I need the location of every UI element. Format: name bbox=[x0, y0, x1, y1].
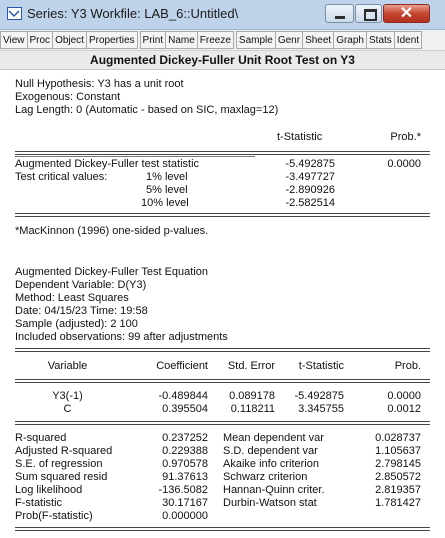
observations-info: Included observations: 99 after adjustments bbox=[15, 331, 228, 343]
stat-value: 1.105637 bbox=[375, 445, 421, 457]
stat-label: Akaike info criterion bbox=[223, 458, 319, 470]
coef-tstat: 3.345755 bbox=[298, 403, 344, 415]
stat-label: Hannan-Quinn criter. bbox=[223, 484, 325, 496]
stat-label: F-statistic bbox=[15, 497, 63, 509]
close-icon: ✕ bbox=[399, 5, 414, 22]
stat-label: R-squared bbox=[15, 432, 67, 444]
lag-length-info: Lag Length: 0 (Automatic - based on SIC, maxlag=12) bbox=[15, 104, 279, 116]
coef-variable: Y3(-1) bbox=[52, 390, 83, 402]
col-header-prob: Prob.* bbox=[390, 131, 421, 143]
col-header-variable: Variable bbox=[47, 360, 88, 372]
minimize-button[interactable] bbox=[325, 4, 354, 23]
coef-prob: 0.0012 bbox=[387, 403, 421, 415]
toolbar-object-button[interactable]: Object bbox=[52, 31, 87, 49]
minimize-icon bbox=[335, 16, 345, 19]
divider bbox=[15, 527, 430, 531]
divider bbox=[15, 421, 430, 425]
equation-title: Augmented Dickey-Fuller Test Equation bbox=[15, 266, 209, 278]
adf-stat-prob: 0.0000 bbox=[387, 158, 421, 170]
toolbar-stats-button[interactable]: Stats bbox=[366, 31, 395, 49]
crit-level-value: -2.582514 bbox=[285, 197, 335, 209]
maximize-icon bbox=[364, 9, 377, 21]
stat-label: Prob(F-statistic) bbox=[15, 510, 93, 522]
adf-stat-value: -5.492875 bbox=[285, 158, 335, 170]
coef-variable: C bbox=[63, 403, 72, 415]
toolbar-freeze-button[interactable]: Freeze bbox=[197, 31, 234, 49]
divider bbox=[15, 379, 430, 383]
stat-value: -136.5082 bbox=[158, 484, 208, 496]
maximize-button[interactable] bbox=[355, 4, 382, 23]
stat-value: 0.028737 bbox=[375, 432, 421, 444]
toolbar-properties-button[interactable]: Properties bbox=[86, 31, 138, 49]
stat-value: 1.781427 bbox=[375, 497, 421, 509]
stat-label: S.E. of regression bbox=[15, 458, 103, 470]
col-header-tstat: t-Statistic bbox=[298, 360, 344, 372]
coef-tstat: -5.492875 bbox=[294, 390, 344, 402]
toolbar-ident-button[interactable]: Ident bbox=[394, 31, 422, 49]
stat-value: 2.819357 bbox=[375, 484, 421, 496]
toolbar-sample-button[interactable]: Sample bbox=[236, 31, 276, 49]
toolbar-graph-button[interactable]: Graph bbox=[333, 31, 367, 49]
stat-value: 2.850572 bbox=[375, 471, 421, 483]
toolbar-proc-button[interactable]: Proc bbox=[27, 31, 54, 49]
stat-label: Mean dependent var bbox=[223, 432, 324, 444]
title-bar bbox=[0, 0, 445, 30]
col-header-std-error: Std. Error bbox=[227, 360, 275, 372]
toolbar-view-button[interactable]: View bbox=[0, 31, 28, 49]
dependent-variable: Dependent Variable: D(Y3) bbox=[15, 279, 147, 291]
stat-value: 0.237252 bbox=[162, 432, 208, 444]
critical-values-label: Test critical values: bbox=[15, 171, 108, 183]
stat-label: Adjusted R-squared bbox=[15, 445, 113, 457]
output-heading: Augmented Dickey-Fuller Unit Root Test on Y3 bbox=[0, 51, 445, 70]
adf-stat-label: Augmented Dickey-Fuller test statistic bbox=[15, 158, 200, 170]
divider bbox=[15, 213, 430, 217]
series-window-icon bbox=[7, 7, 22, 20]
coef-value: -0.489844 bbox=[158, 390, 208, 402]
stat-label: Sum squared resid bbox=[15, 471, 108, 483]
divider bbox=[15, 151, 430, 155]
stat-label: Log likelihood bbox=[15, 484, 83, 496]
window-title: Series: Y3 Workfile: LAB_6::Untitled\ bbox=[27, 6, 239, 21]
close-button[interactable] bbox=[383, 4, 430, 23]
col-header-tstat: t-Statistic bbox=[277, 131, 323, 143]
crit-level-value: -2.890926 bbox=[285, 184, 335, 196]
date-time-info: Date: 04/15/23 Time: 19:58 bbox=[15, 305, 148, 317]
stat-value: 30.17167 bbox=[162, 497, 208, 509]
coef-std-error: 0.118211 bbox=[230, 403, 275, 415]
null-hypothesis: Null Hypothesis: Y3 has a unit root bbox=[15, 78, 184, 90]
divider bbox=[15, 156, 255, 157]
crit-level-label: 10% level bbox=[141, 197, 189, 209]
toolbar bbox=[0, 30, 445, 51]
exogenous-info: Exogenous: Constant bbox=[15, 91, 121, 103]
divider bbox=[15, 348, 430, 352]
stat-value: 0.229388 bbox=[162, 445, 208, 457]
toolbar-sheet-button[interactable]: Sheet bbox=[302, 31, 334, 49]
stat-value: 2.798145 bbox=[375, 458, 421, 470]
col-header-coefficient: Coefficient bbox=[156, 360, 208, 372]
stat-value: 0.970578 bbox=[162, 458, 208, 470]
stat-label: Durbin-Watson stat bbox=[223, 497, 317, 509]
coef-std-error: 0.089178 bbox=[229, 390, 275, 402]
crit-level-value: -3.497727 bbox=[285, 171, 335, 183]
crit-level-label: 1% level bbox=[146, 171, 188, 183]
stat-value: 91.37613 bbox=[162, 471, 208, 483]
col-header-prob: Prob. bbox=[394, 360, 421, 372]
stat-label: Schwarz criterion bbox=[223, 471, 308, 483]
coef-value: 0.395504 bbox=[162, 403, 208, 415]
sample-info: Sample (adjusted): 2 100 bbox=[15, 318, 138, 330]
toolbar-print-button[interactable]: Print bbox=[140, 31, 167, 49]
stat-value: 0.000000 bbox=[162, 510, 208, 522]
method-info: Method: Least Squares bbox=[15, 292, 129, 304]
footnote: *MacKinnon (1996) one-sided p-values. bbox=[15, 225, 209, 237]
stat-label: S.D. dependent var bbox=[223, 445, 318, 457]
toolbar-genr-button[interactable]: Genr bbox=[275, 31, 303, 49]
crit-level-label: 5% level bbox=[146, 184, 188, 196]
toolbar-name-button[interactable]: Name bbox=[165, 31, 198, 49]
coef-prob: 0.0000 bbox=[387, 390, 421, 402]
